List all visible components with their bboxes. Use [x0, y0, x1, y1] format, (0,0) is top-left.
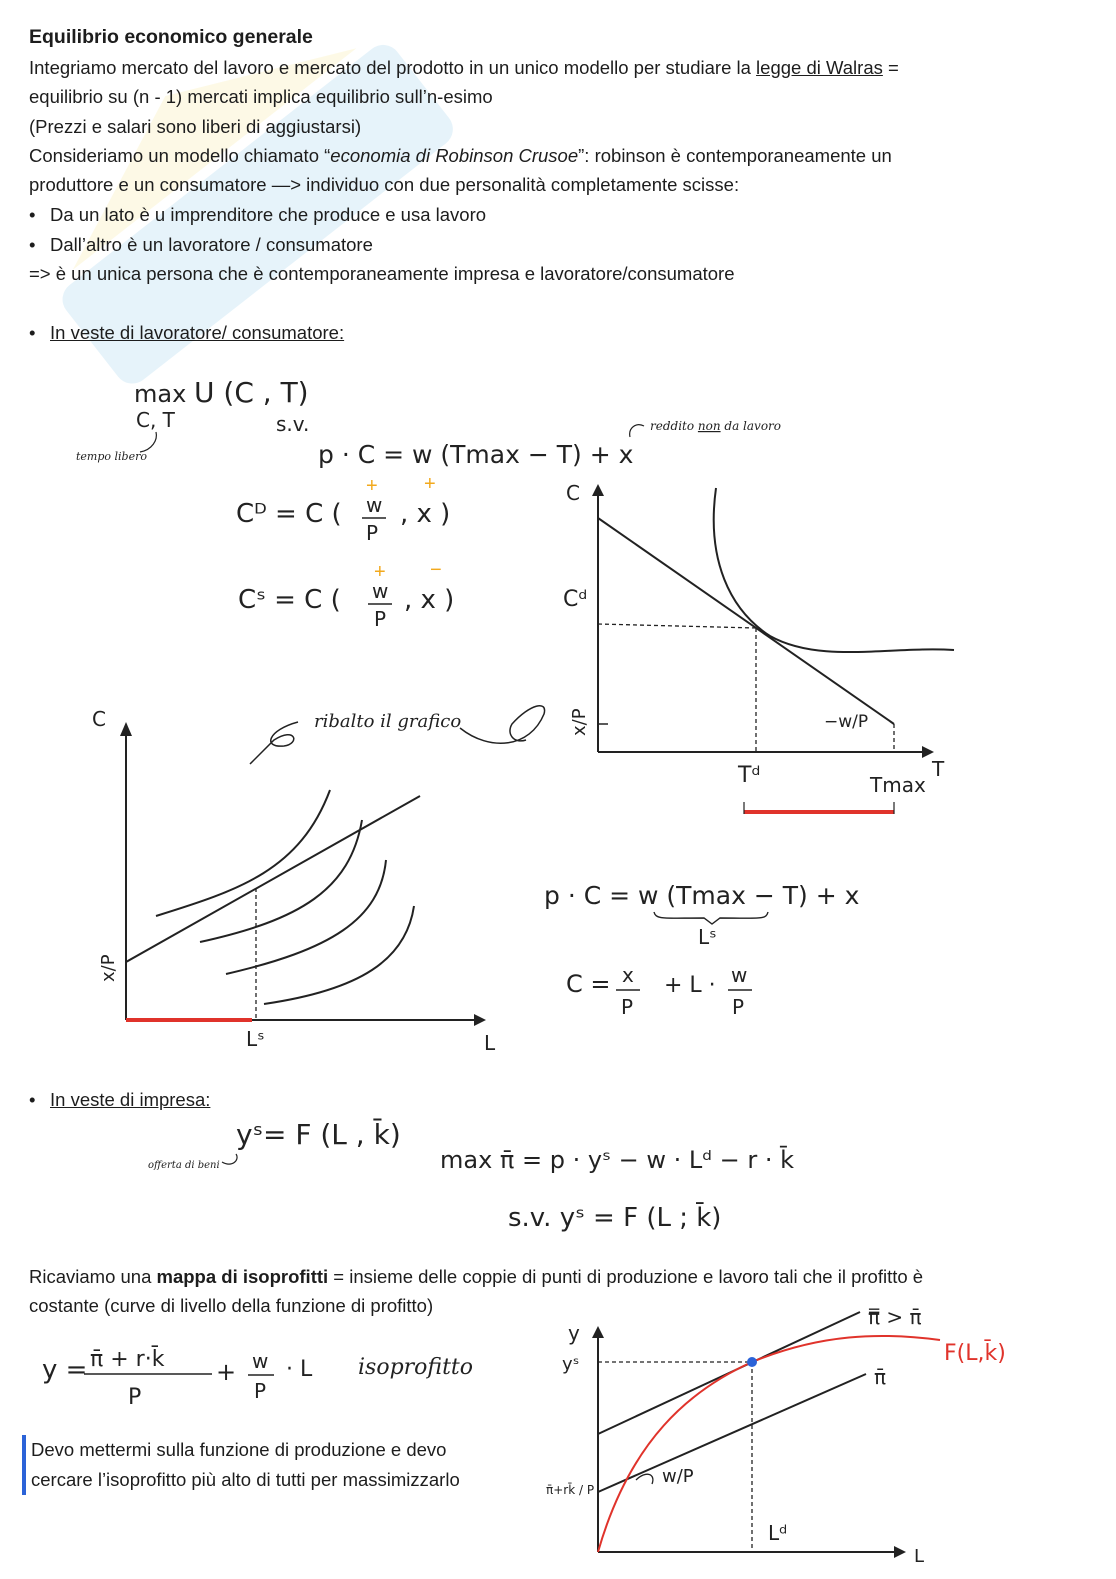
plus-l: + L · [664, 973, 716, 998]
fraction-num: w [252, 1349, 269, 1373]
heading-text: In veste di impresa: [50, 1089, 211, 1110]
fraction-num: w [731, 963, 748, 987]
plus-sign: + [216, 1358, 237, 1386]
axis-label-c: C [92, 707, 106, 731]
fraction-den: P [128, 1385, 142, 1410]
fraction-num: x [622, 963, 634, 987]
slope-label: w/P [662, 1466, 694, 1487]
tmax-label: Tmax [870, 773, 926, 797]
fraction-num: π̄ + r·k̄ [90, 1347, 165, 1372]
intro-line-5: produttore e un consumatore —> individuo con due personalità completamente scisse: [29, 174, 740, 195]
intro-line-6: => è un unica persona che è contemporaneamente impresa e lavoratore/consumatore [29, 263, 735, 284]
production-function-label: F(L,k̄) [944, 1341, 1006, 1366]
budget-constraint: p · C = w (Tmax − T) + x [544, 881, 860, 910]
fraction-num: w [372, 579, 389, 603]
isoprofit-bold: mappa di isoprofitti [156, 1266, 329, 1287]
consumption-supply: Cˢ = C ( [238, 585, 341, 615]
reddito-non-text: non [697, 419, 721, 433]
production-function [598, 1336, 940, 1552]
offerta-note: offerta di beni [148, 1160, 220, 1171]
sv-label: s.v. [276, 412, 310, 436]
intercept-label: x/P [98, 954, 119, 982]
axis-label-l: L [914, 1546, 925, 1567]
firm-section-heading: • In veste di impresa: [29, 1089, 211, 1110]
ls-label: Lˢ [246, 1027, 265, 1051]
pi-high-label: π̿ > π̄ [868, 1305, 922, 1329]
walras-link-text: legge di Walras [756, 57, 883, 78]
axis-label-t: T [932, 757, 945, 781]
sign-plus: + [424, 473, 436, 495]
profit-maximization: max π̄ = p · yˢ − w · Lᵈ − r · k̄ [440, 1146, 795, 1174]
sign-plus: + [366, 475, 378, 497]
intro-line-3: (Prezzi e salari sono liberi di aggiustarsi) [29, 116, 362, 137]
fraction-den: P [732, 995, 745, 1019]
fraction-den: P [254, 1379, 267, 1403]
max-label: max [134, 380, 187, 408]
axis-label-l: L [484, 1031, 496, 1055]
isoprofit-line-2: costante (curve di livello della funzione di profitto) [29, 1295, 434, 1316]
ld-label: Lᵈ [768, 1521, 788, 1545]
isoprofit-label: isoprofitto [358, 1355, 474, 1380]
production-constraint: s.v. yˢ = F (L ; k̄) [508, 1203, 722, 1233]
argument-x: , x ) [400, 499, 451, 529]
cd-label: Cᵈ [563, 587, 588, 612]
c-equation: C = [566, 970, 611, 998]
intro-text: ”: robinson è contemporaneamente un [578, 145, 892, 166]
pi-low-label: π̄ [874, 1365, 887, 1389]
fraction-num: w [366, 493, 383, 517]
bullet-item: • Da un lato è u imprenditore che produce e usa lavoro [29, 204, 487, 225]
axis-label-y: y [568, 1321, 580, 1345]
isoprofit-text: Ricaviamo una [29, 1266, 157, 1287]
isoprofit-y: y = [42, 1355, 88, 1385]
note-line: Devo mettermi sulla funzione di produzione e devo [31, 1439, 447, 1460]
axis-label-c: C [566, 481, 580, 505]
intro-text: Integriamo mercato del lavoro e mercato del prodotto in un unico modello per studiare la [29, 57, 757, 78]
robinson-crusoe-text: economia di Robinson Crusoe [330, 145, 579, 166]
page-title: Equilibrio economico generale [29, 26, 313, 48]
dot-l: · L [286, 1357, 313, 1382]
consumption-demand: Cᴰ = C ( [236, 499, 342, 529]
tempo-libero-note: tempo libero [76, 450, 147, 463]
angle-icon [636, 1474, 653, 1484]
slope-label: −w/P [824, 712, 869, 732]
isoprofit-graph [546, 1305, 1006, 1567]
reddito-text: reddito [650, 419, 698, 433]
utility-function: U (C , T) [194, 376, 309, 409]
isoprofit-low [598, 1374, 866, 1492]
fraction-den: P [374, 607, 387, 631]
worker-section-heading: • In veste di lavoratore/ consumatore: [29, 322, 345, 343]
ls-label: Lˢ [698, 925, 717, 949]
choice-variables: C, T [136, 408, 175, 432]
reddito-text: da lavoro [720, 419, 782, 433]
heading-text: In veste di lavoratore/ consumatore: [50, 322, 345, 343]
fraction-den: P [621, 995, 634, 1019]
td-label: Tᵈ [738, 763, 761, 788]
note-line: cercare l’isoprofitto più alto di tutti per massimizzarlo [31, 1469, 460, 1490]
ribalto-note: ribalto il grafico [314, 711, 462, 732]
intercept-label: x/P [569, 708, 590, 736]
sign-plus: + [374, 561, 386, 583]
sign-minus: − [430, 559, 442, 581]
supply-function: yˢ= F (L , k̄) [236, 1118, 401, 1151]
intro-text: Consideriamo un modello chiamato “ [29, 145, 331, 166]
intro-text: = [882, 57, 899, 78]
bullet-text: Dall’altro è un lavoratore / consumatore [50, 234, 373, 255]
intercept-label: π̄+rk̄ / P [546, 1483, 595, 1497]
bullet-text: Da un lato è u imprenditore che produce e usa lavoro [50, 204, 487, 225]
budget-constraint: p · C = w (Tmax − T) + x [318, 440, 634, 469]
ys-label: yˢ [562, 1354, 580, 1375]
fraction-den: P [366, 521, 379, 545]
optimum-point [747, 1357, 757, 1367]
intro-line-2: equilibrio su (n - 1) mercati implica equilibrio sull’n-esimo [29, 86, 493, 107]
isoprofit-text: = insieme delle coppie di punti di produzione e lavoro tali che il profitto è [328, 1266, 924, 1287]
bullet-item: • Dall’altro è un lavoratore / consumatore [29, 234, 373, 255]
argument-x: , x ) [404, 585, 455, 615]
